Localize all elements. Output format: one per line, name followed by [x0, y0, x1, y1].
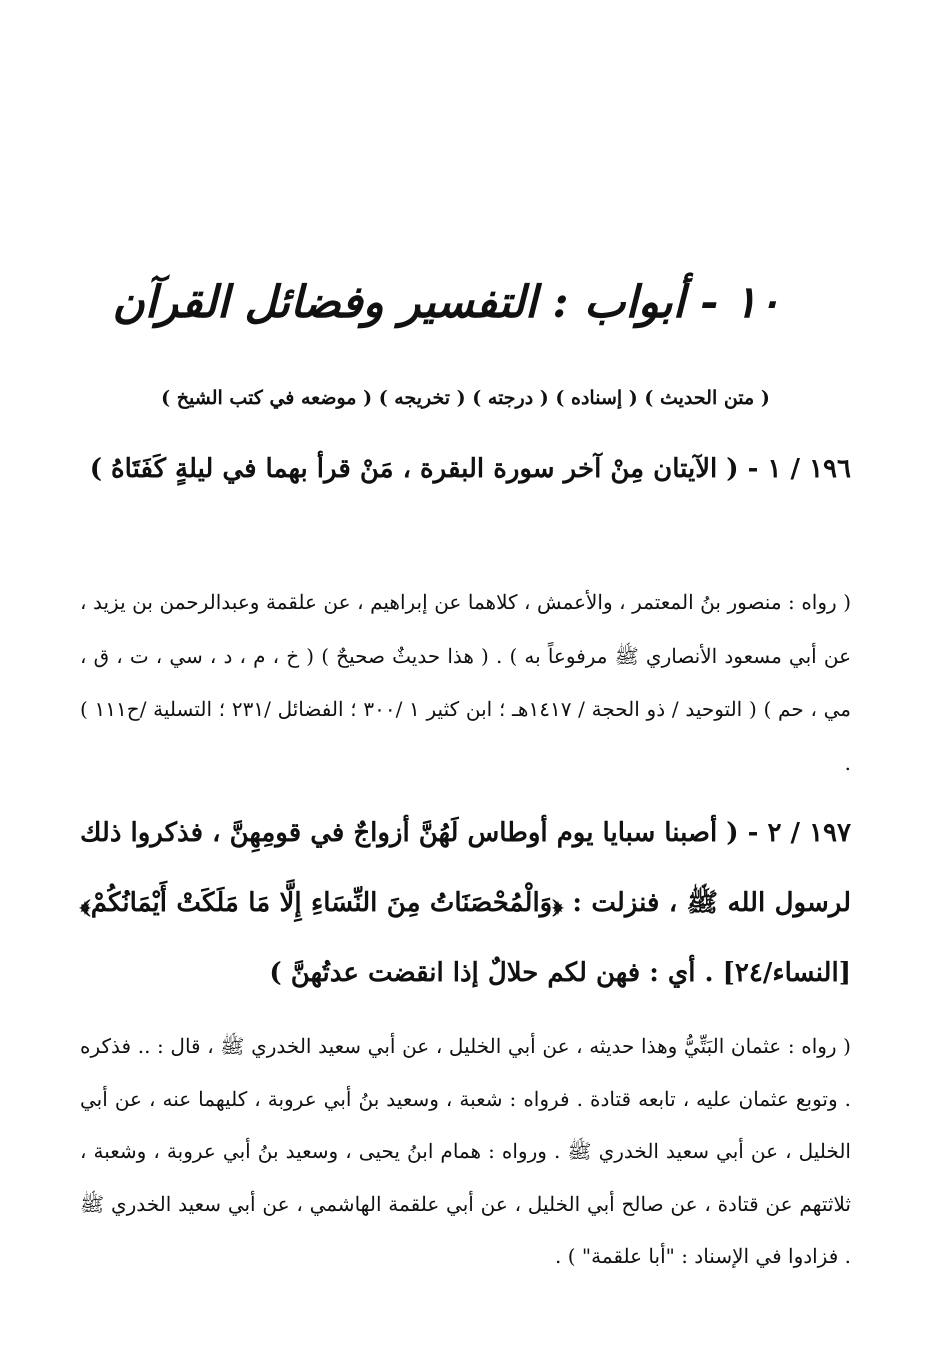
- hadith-197-riwaya: ( رواه : عثمان البَتِّيُّ وهذا حديثه ، عن أبي الخليل ، عن أبي سعيد الخدري ﷺ ، قال : .. فذكره . وتوبع عثمان عليه ، تابعه قتادة . فرواه : شعبة ، وسعيد بنُ أبي عروبة ، كليهما عنه ، عن أبي الخليل ، عن أبي سعيد الخدري ﷺ . ورواه : همام ابنُ يحيى ، وسعيد بنُ أبي عروبة ، وشعبة ، ثلاثتهم عن قتادة ، عن صالح أبي الخليل ، عن أبي علقمة الهاشمي ، عن أبي سعيد الخدري ﷺ . فزادوا في الإسناد : "أبا علقمة" ) .: [80, 1034, 851, 1269]
- hadith-196-text: ١٩٦ / ١ - ( الآيتان مِنْ آخر سورة البقرة ، مَنْ قرأ بهما في ليلةٍ كَفَتَاهُ ): [89, 454, 851, 484]
- hadith-197-text: ١٩٧ / ٢ - ( أصبنا سبايا يوم أوطاس لَهُنَّ أزواجٌ في قومِهِنَّ ، فذكروا ذلك لرسول الله ﷺ ، فنزلت : ﴿وَالْمُحْصَنَاتُ مِنَ النِّسَاءِ إِلَّا مَا مَلَكَتْ أَيْمَانُكُمْ﴾ [النساء/٢٤] . أي : فهن لكم حلالٌ إذا انقضت عدتُهنَّ ): [80, 818, 851, 988]
- columns-header: ( متن الحديث ) ( إسناده ) ( درجته ) ( تخريجه ) ( موضعه في كتب الشيخ ): [161, 387, 770, 409]
- hadith-196-riwaya: ( رواه : منصور بنُ المعتمر ، والأعمش ، كلاهما عن إبراهيم ، عن علقمة وعبدالرحمن بن يزيد ، عن أبي مسعود الأنصاري ﷺ مرفوعاً به ) . ( هذا حديثٌ صحيحٌ ) ( خ ، م ، د ، سي ، ت ، ق ، مي ، حم ) ( التوحيد / ذو الحجة / ١٤١٧هـ ؛ ابن كثير ١ /٣٠٠ ؛ الفضائل /٢٣١ ؛ التسلية /ح١١١ ) .: [80, 590, 852, 775]
- chapter-title: ١٠ - أبواب : التفسير وفضائل القرآن: [112, 277, 781, 328]
